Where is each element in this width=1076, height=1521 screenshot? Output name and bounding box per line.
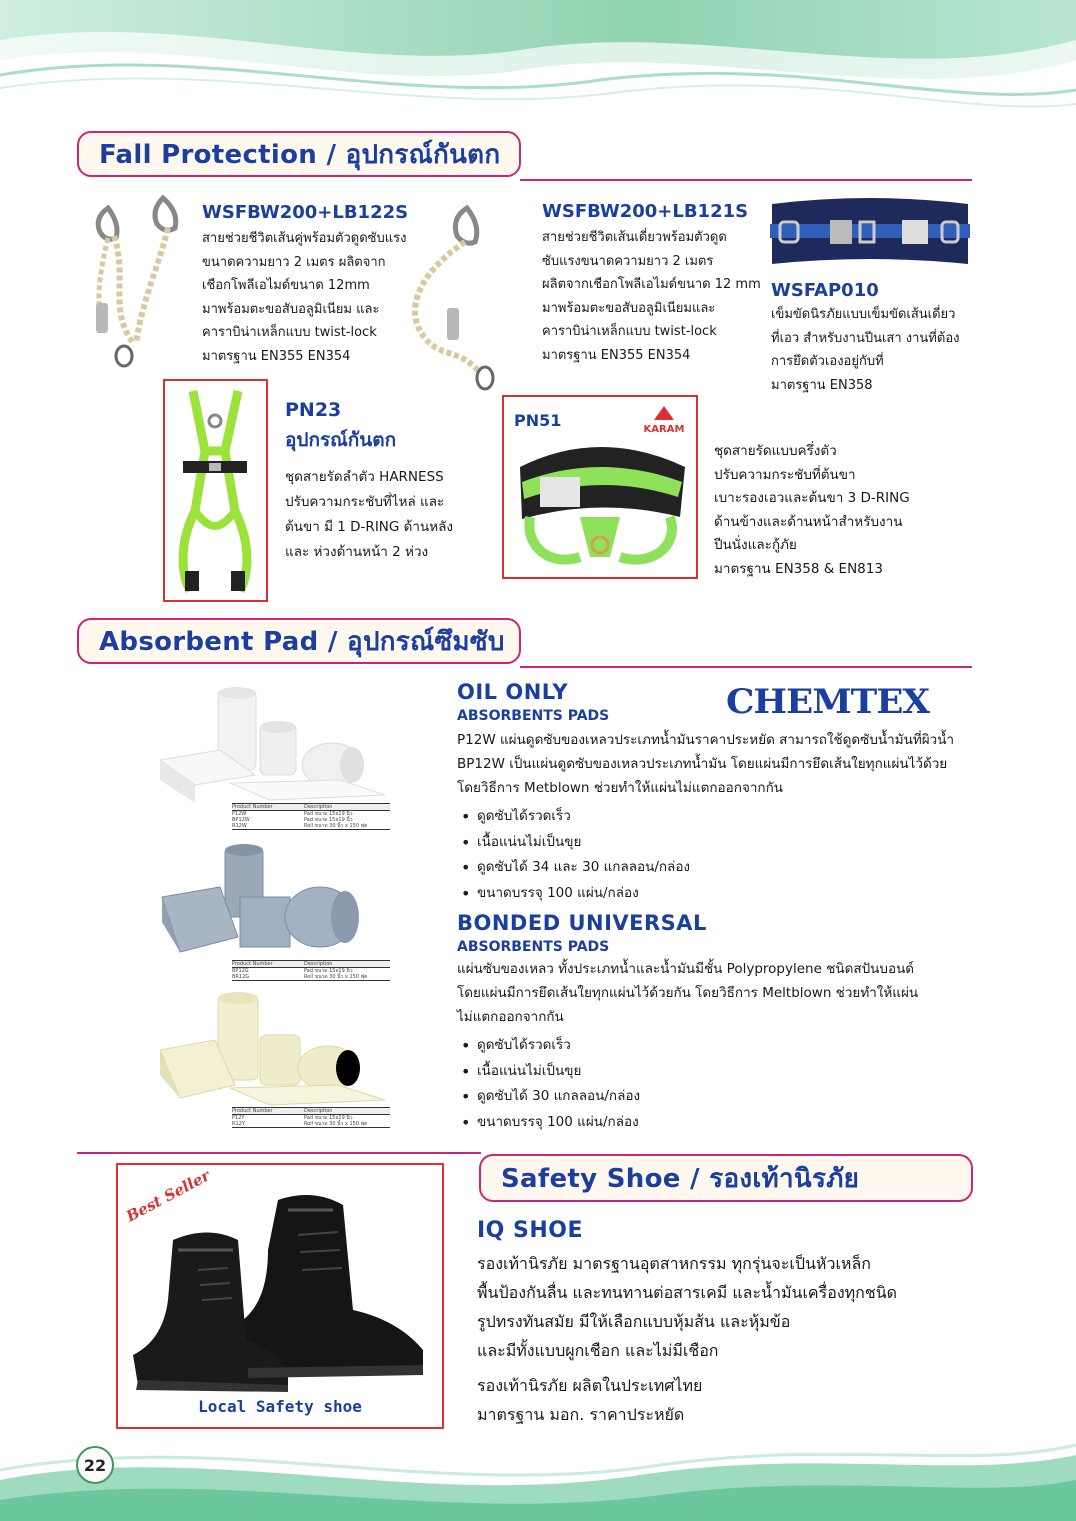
oil-only-block (457, 680, 954, 906)
full-harness-image (165, 381, 266, 600)
white-absorbent-pads-image (160, 685, 390, 805)
yellow-absorbent-pads-image (160, 990, 390, 1108)
product-desc-line: มาตรฐาน EN358 & EN813 (714, 560, 883, 577)
top-wave-decoration (0, 0, 1076, 130)
product-desc-line: คาราบิน่าเหล็กแบบ twist-lock (202, 325, 377, 340)
shoe-para-line: รูปทรงทันสมัย มีให้เลือกแบบหุ้มส้น และหุ้มข้อ (477, 1312, 791, 1331)
chemtex-logo: CHEMTEX (726, 682, 930, 722)
pn51-image-frame (502, 395, 698, 579)
bonded-feature-list (457, 1033, 918, 1135)
best-seller-badge: Best Seller (123, 1166, 213, 1226)
list-item: • เนื้อแน่นไม่เป็นขุย (457, 830, 954, 856)
product-pn51-description (714, 440, 910, 581)
safety-belt-image (770, 196, 970, 271)
list-item: • ดูดซับได้ 30 แกลลอน/กล่อง (457, 1084, 918, 1110)
product-code: WSFBW200+LB122S (202, 202, 409, 223)
product-desc-line: ปรับความกระชับที่ไหล่ และ (285, 494, 445, 510)
iq-shoe-block (477, 1218, 897, 1429)
product-desc-line: มาพร้อมตะขอสับอลูมิเนียม และ (202, 301, 380, 317)
product-code: WSFBW200+LB121S (542, 201, 749, 222)
list-item: • ดูดซับได้รวดเร็ว (457, 1033, 918, 1059)
fall-protection-title: Fall Protection / อุปกรณ์กันตก (77, 131, 521, 177)
shoe-section-rule (77, 1152, 481, 1154)
bonded-product-table: Product Number Description BP12G Pad ขนาด 15x19 นิ้ว BR12G Roll ขนาด 30 นิ้ว x 150 ฟุต (232, 960, 390, 981)
product-desc-line: การยึดตัวเองอยู่กับที่ (771, 354, 884, 369)
double-lanyard-image (88, 188, 198, 368)
product-wsfbw200-lb121s (542, 201, 761, 367)
product-desc-line: และ ห่วงด้านหน้า 2 ห่วง (285, 544, 429, 560)
product-wsfbw200-lb122s (202, 202, 408, 368)
product-desc-line: มาตรฐาน EN358 (771, 377, 873, 393)
product-desc-line: ที่เอว สำหรับงานปีนเสา งานที่ต้อง (771, 330, 960, 346)
safety-shoe-title: Safety Shoe / รองเท้านิรภัย (479, 1154, 973, 1202)
absorbent-section-rule (520, 666, 972, 668)
oil-feature-list (457, 804, 954, 906)
product-desc-line: สายช่วยชีวิตเส้นเดี่ยวพร้อมตัวดูด (542, 230, 727, 245)
shoe-para-line: และมีทั้งแบบผูกเชือก และไม่มีเชือก (477, 1341, 719, 1360)
karam-logo-icon (654, 406, 674, 420)
bonded-universal-block (457, 911, 918, 1135)
single-lanyard-image (405, 198, 540, 393)
bottom-wave-decoration (0, 1420, 1076, 1521)
product-desc-line: ด้านข้างและด้านหน้าสำหรับงาน (714, 513, 903, 530)
product-desc-line: มาพร้อมตะขอสับอลูมิเนียมและ (542, 300, 716, 316)
product-desc-line: ปรับความกระชับที่ต้นขา (714, 466, 856, 483)
product-desc-line: ต้นขา มี 1 D-RING ด้านหลัง (285, 519, 453, 535)
shoe-para-line: พื้นป้องกันลื่น และทนทานต่อสารเคมี และน้ำมันเครื่องทุกชนิด (477, 1283, 898, 1302)
pn23-image-frame (163, 379, 268, 602)
list-item: • ขนาดบรรจุ 100 แผ่น/กล่อง (457, 881, 954, 907)
absorbent-pad-title: Absorbent Pad / อุปกรณ์ซึมซับ (77, 618, 521, 664)
oil-para-line: P12W แผ่นดูดซับของเหลวประเภทน้ำมันราคาประหยัด สามารถใช้ดูดซับน้ำมันที่ผิวน้ำ (457, 732, 955, 748)
bonded-subheading: ABSORBENTS PADS (457, 939, 610, 955)
product-desc-line: เบาะรองเอวและต้นขา 3 D-RING (714, 490, 910, 506)
oil-only-heading: OIL ONLY (457, 680, 569, 704)
product-desc-line: เชือกโพลีเอไมด์ขนาด 12mm (202, 278, 370, 293)
product-desc-line: ขนาดความยาว 2 เมตร ผลิตจาก (202, 254, 386, 270)
product-desc-line: ผลิตจากเชือกโพลีเอไมด์ขนาด 12 mm (542, 277, 761, 292)
bonded-para-line: ไม่แตกออกจากกัน (457, 1009, 564, 1025)
fall-section-rule (520, 179, 972, 181)
product-subtitle: อุปกรณ์กันตก (285, 429, 397, 451)
oil-only-subheading: ABSORBENTS PADS (457, 708, 610, 724)
bonded-heading: BONDED UNIVERSAL (457, 911, 707, 935)
grey-absorbent-pads-image (160, 842, 390, 960)
product-pn23 (285, 399, 453, 565)
product-desc-line: คาราบิน่าเหล็กแบบ twist-lock (542, 324, 717, 339)
shoe-para-line: รองเท้านิรภัย ผลิตในประเทศไทย (477, 1376, 703, 1395)
bonded-para-line: แผ่นซับของเหลว ทั้งประเภทน้ำและน้ำมันมีชั้น Polypropylene ชนิดสปันบอนด์ (457, 961, 915, 977)
product-desc-line: เข็มขัดนิรภัยแบบเข็มขัดเส้นเดี่ยว (771, 307, 956, 322)
product-desc-line: ชุดสายรัดลำตัว HARNESS (285, 469, 444, 485)
half-harness-image (510, 427, 694, 577)
list-item: • ดูดซับได้ 34 และ 30 แกลลอน/กล่อง (457, 855, 954, 881)
product-code: PN23 (285, 399, 342, 421)
safety-shoe-image-frame (116, 1163, 444, 1429)
product-desc-line: มาตรฐาน EN355 EN354 (542, 347, 691, 363)
product-code: WSFAP010 (771, 280, 879, 301)
shoe-para-line: รองเท้านิรภัย มาตรฐานอุตสาหกรรม ทุกรุ่นจะเป็นหัวเหล็ก (477, 1254, 871, 1273)
local-safety-shoe-caption: Local Safety shoe (198, 1397, 362, 1416)
page-number: 22 (76, 1446, 114, 1484)
product-wsfap010 (771, 280, 959, 397)
product-desc-line: ซับแรงขนาดความยาว 2 เมตร (542, 253, 714, 269)
shoe-para-line: มาตรฐาน มอก. ราคาประหยัด (477, 1405, 685, 1424)
safety-shoe-photo (128, 1180, 438, 1395)
list-item: • ขนาดบรรจุ 100 แผ่น/กล่อง (457, 1110, 918, 1136)
product-code: PN51 (514, 411, 562, 430)
bonded-para-line: โดยแผ่นมีการยึดเส้นใยทุกแผ่นไว้ด้วยกัน โดยวิธีการ Meltblown ช่วยทำให้แผ่น (457, 985, 919, 1001)
list-item: • เนื้อแน่นไม่เป็นขุย (457, 1059, 918, 1085)
oil-para-line: โดยวิธีการ Metblown ช่วยทำให้แผ่นไม่แตกออกจากกัน (457, 780, 784, 796)
oil-product-table: Product Number Description P12W Pad ขนาด 15x19 นิ้ว BP12W Pad ขนาด 15x19 นิ้ว R12W Roll ขนาด 30 นิ้ว x 150 ฟุต (232, 803, 390, 830)
product-desc-line: มาตรฐาน EN355 EN354 (202, 348, 351, 364)
iq-shoe-heading: IQ SHOE (477, 1218, 584, 1243)
product-desc-line: ปีนนั่งและกู้ภัย (714, 537, 797, 553)
product-desc-line: สายช่วยชีวิตเส้นคู่พร้อมตัวดูดซับแรง (202, 231, 407, 246)
product-desc-line: ชุดสายรัดแบบครึ่งตัว (714, 443, 837, 459)
oil-para-line: BP12W เป็นแผ่นดูดซับของเหลวประเภทน้ำมัน โดยแผ่นมีการยึดเส้นใยทุกแผ่นไว้ด้วย (457, 756, 948, 772)
karam-logo: KARAM (634, 405, 694, 435)
universal-product-table: Product Number Description P12Y Pad ขนาด 15x19 นิ้ว R12Y Roll ขนาด 30 นิ้ว x 150 ฟุต (232, 1107, 390, 1128)
list-item: • ดูดซับได้รวดเร็ว (457, 804, 954, 830)
